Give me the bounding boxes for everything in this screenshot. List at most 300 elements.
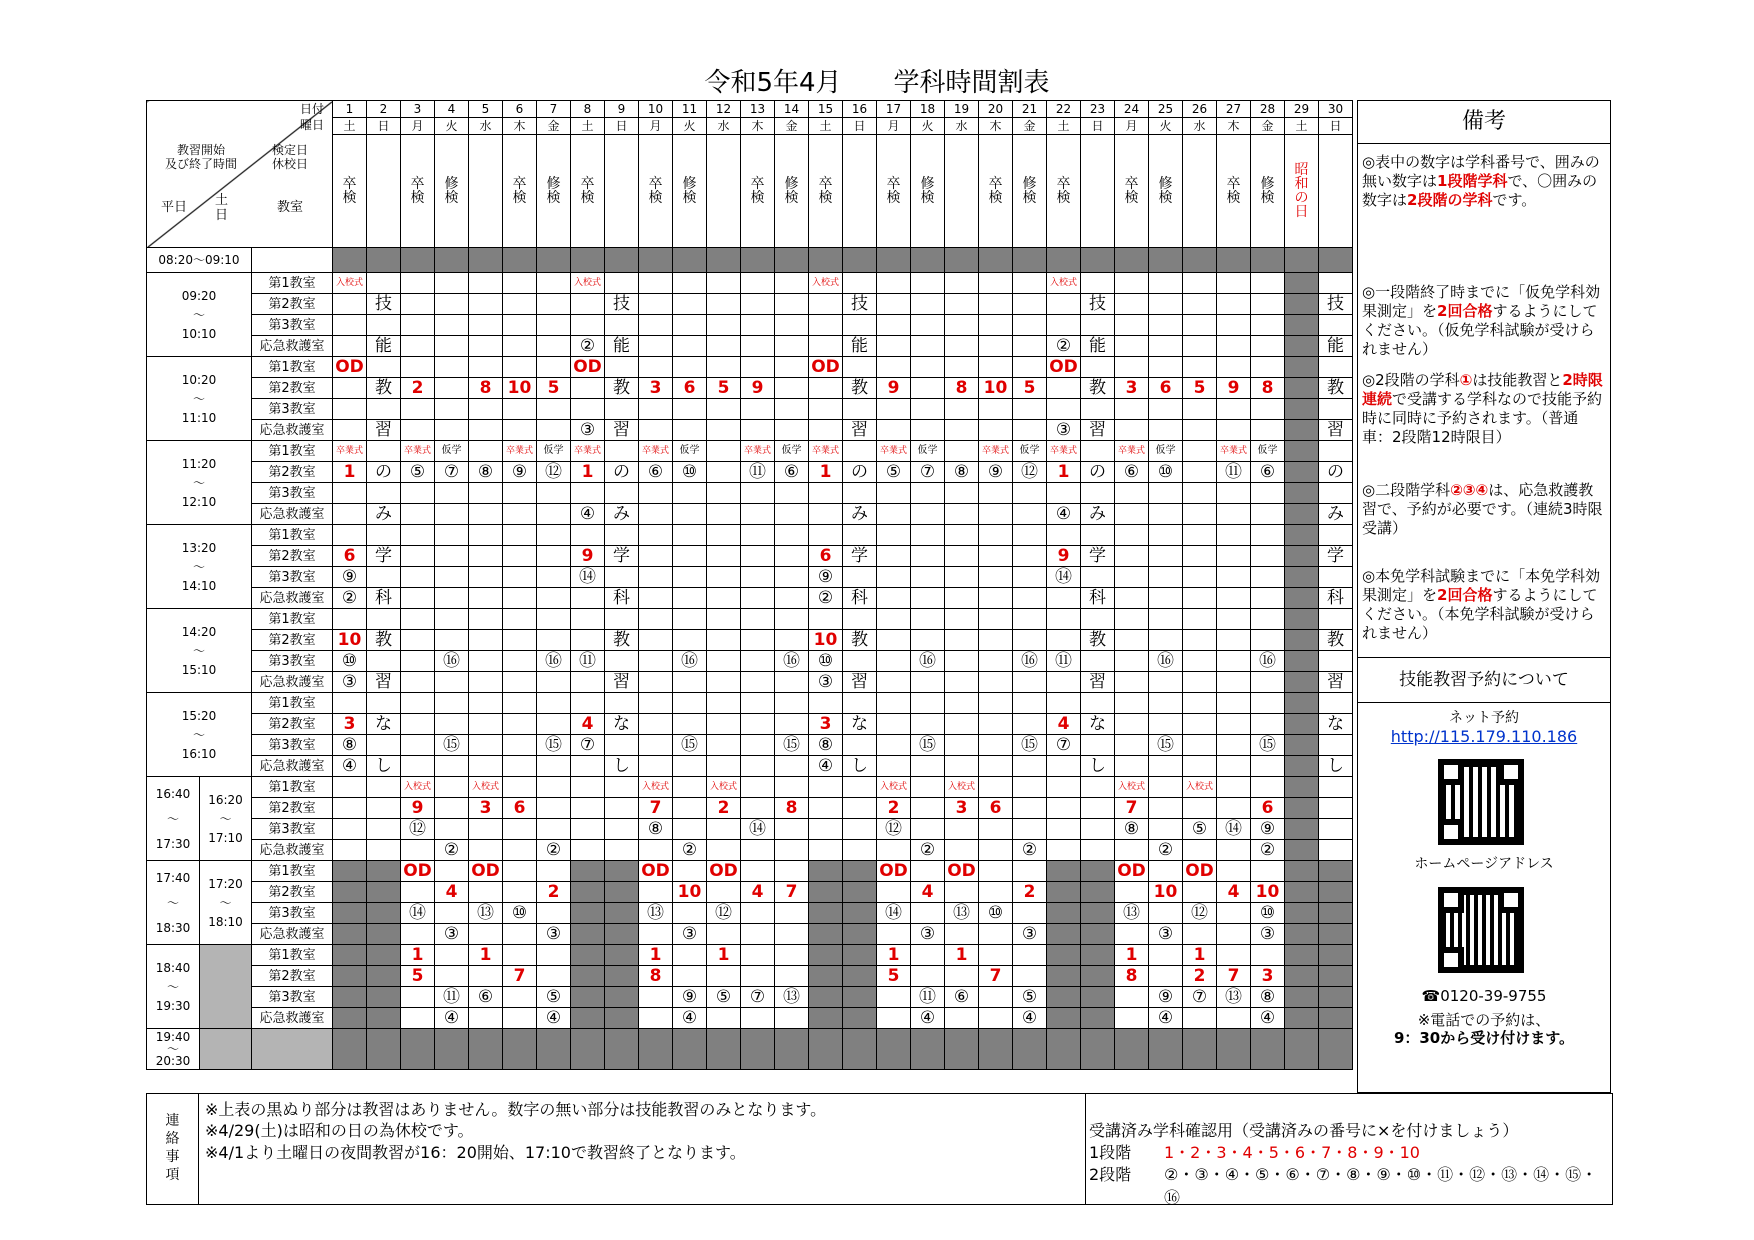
day-header: 6	[503, 101, 537, 118]
slot-cell	[979, 294, 1013, 315]
weekday-header: 月	[401, 118, 435, 135]
slot-cell	[605, 735, 639, 756]
slot-cell	[1047, 483, 1081, 504]
stage1-list: 1・2・3・4・5・6・7・8・9・10	[1164, 1143, 1420, 1162]
slot-cell	[333, 294, 367, 315]
slot-cell	[1047, 861, 1081, 882]
slot-cell	[333, 378, 367, 399]
slot-cell	[1217, 693, 1251, 714]
slot-cell	[401, 399, 435, 420]
slot-cell	[809, 399, 843, 420]
slot-cell	[877, 357, 911, 378]
slot-cell	[1217, 735, 1251, 756]
net-booking-label: ネット予約	[1449, 710, 1519, 726]
slot-cell: OD	[707, 861, 741, 882]
slot-cell: な	[1081, 714, 1115, 735]
slot-cell	[809, 861, 843, 882]
slot-cell: 4	[571, 714, 605, 735]
slot-cell	[503, 1008, 537, 1029]
slot-cell: 入校式	[809, 273, 843, 294]
slot-cell	[911, 483, 945, 504]
shaded-cell	[1251, 248, 1285, 273]
slot-cell	[1217, 273, 1251, 294]
slot-cell	[1285, 819, 1319, 840]
slot-cell	[1047, 840, 1081, 861]
room-label: 第1教室	[252, 693, 333, 714]
slot-cell	[673, 630, 707, 651]
exam-day-cell: 卒 検	[503, 135, 537, 248]
slot-cell: 習	[843, 420, 877, 441]
day-header: 16	[843, 101, 877, 118]
shaded-cell	[435, 248, 469, 273]
slot-cell	[435, 546, 469, 567]
slot-cell	[333, 840, 367, 861]
slot-cell	[673, 420, 707, 441]
slot-cell	[571, 378, 605, 399]
slot-cell	[707, 273, 741, 294]
slot-cell: 10	[809, 630, 843, 651]
slot-cell: 習	[1081, 672, 1115, 693]
slot-cell	[537, 945, 571, 966]
slot-cell: ④	[1251, 1008, 1285, 1029]
slot-cell	[1217, 483, 1251, 504]
day-header: 1	[333, 101, 367, 118]
exam-day-cell: 修 検	[911, 135, 945, 248]
slot-cell	[1251, 294, 1285, 315]
slot-cell	[979, 840, 1013, 861]
remarks-panel	[1357, 100, 1611, 1093]
slot-cell	[1285, 567, 1319, 588]
slot-cell: 3	[469, 798, 503, 819]
slot-cell	[809, 840, 843, 861]
slot-cell	[911, 945, 945, 966]
slot-cell	[945, 630, 979, 651]
slot-cell	[639, 693, 673, 714]
slot-cell: 入校式	[945, 777, 979, 798]
slot-cell	[1081, 1008, 1115, 1029]
day-header: 4	[435, 101, 469, 118]
slot-cell	[1319, 903, 1353, 924]
slot-cell	[401, 294, 435, 315]
slot-cell	[1285, 294, 1319, 315]
slot-cell: ⑮	[775, 735, 809, 756]
weekday-header-label: 曜日	[299, 118, 324, 132]
exam-day-cell	[945, 135, 979, 248]
slot-cell	[401, 1008, 435, 1029]
exam-day-cell: 卒 検	[333, 135, 367, 248]
slot-cell	[367, 777, 401, 798]
shaded-cell	[945, 1029, 979, 1070]
end-time: 14:10	[181, 578, 217, 593]
slot-cell	[707, 840, 741, 861]
slot-cell: ③	[1149, 924, 1183, 945]
day-header: 10	[639, 101, 673, 118]
slot-cell	[1251, 273, 1285, 294]
slot-cell: 卒業式	[1115, 441, 1149, 462]
slot-cell	[435, 357, 469, 378]
slot-cell	[741, 672, 775, 693]
remark-1: ◎表中の数字は学科番号で、囲みの無い数字は1段階学科で、〇囲みの数字は2段階の学科です。	[1362, 153, 1600, 209]
slot-cell	[1081, 525, 1115, 546]
slot-cell	[707, 630, 741, 651]
shaded-cell	[775, 1029, 809, 1070]
slot-cell	[469, 483, 503, 504]
slot-cell: OD	[1047, 357, 1081, 378]
slot-cell	[741, 315, 775, 336]
slot-cell	[571, 861, 605, 882]
slot-cell	[1013, 819, 1047, 840]
day-header: 29	[1285, 101, 1319, 118]
slot-cell	[673, 861, 707, 882]
slot-cell: ⑮	[1013, 735, 1047, 756]
slot-cell	[843, 819, 877, 840]
slot-cell: ⑬	[1115, 903, 1149, 924]
shaded-cell	[775, 248, 809, 273]
completed-lessons-checklist	[1085, 1094, 1613, 1207]
slot-cell: 7	[1115, 798, 1149, 819]
slot-cell	[911, 588, 945, 609]
shaded-cell	[1047, 248, 1081, 273]
slot-cell	[673, 588, 707, 609]
slot-cell: 8	[1251, 378, 1285, 399]
slot-cell	[1285, 504, 1319, 525]
slot-cell	[1285, 798, 1319, 819]
slot-cell	[1251, 777, 1285, 798]
slot-cell	[1013, 315, 1047, 336]
slot-cell	[1183, 1008, 1217, 1029]
slot-cell	[877, 315, 911, 336]
slot-cell	[1149, 903, 1183, 924]
slot-cell	[911, 294, 945, 315]
slot-cell	[503, 588, 537, 609]
room-label: 第2教室	[252, 714, 333, 735]
slot-cell	[775, 924, 809, 945]
slot-cell: ②	[571, 336, 605, 357]
slot-cell	[1183, 567, 1217, 588]
slot-cell: 仮学	[1013, 441, 1047, 462]
slot-cell	[503, 735, 537, 756]
slot-cell	[1285, 273, 1319, 294]
slot-cell	[775, 840, 809, 861]
day-header: 19	[945, 101, 979, 118]
slot-cell: ⑦	[741, 987, 775, 1008]
slot-cell: み	[367, 504, 401, 525]
slot-cell: 9	[1217, 378, 1251, 399]
slot-cell	[639, 651, 673, 672]
slot-cell: 教	[1081, 378, 1115, 399]
slot-cell	[1081, 987, 1115, 1008]
slot-cell	[1149, 819, 1183, 840]
room-label: 第3教室	[252, 567, 333, 588]
slot-cell	[877, 693, 911, 714]
slot-cell	[605, 798, 639, 819]
slot-cell: ⑤	[1013, 987, 1047, 1008]
stage2-list: ②・③・④・⑤・⑥・⑦・⑧・⑨・⑩・⑪・⑫・⑬・⑭・⑮・⑯	[1164, 1165, 1598, 1207]
slot-cell	[877, 483, 911, 504]
shaded-cell	[843, 1029, 877, 1070]
slot-cell	[537, 609, 571, 630]
slot-cell: ⑦	[435, 462, 469, 483]
qr-code-booking-icon	[1438, 759, 1524, 845]
slot-cell	[809, 336, 843, 357]
remark-4: ◎二段階学科②③④は、応急救護教習で、予約が必要です。（連続3時限受講）	[1362, 481, 1603, 537]
slot-cell: 卒業式	[503, 441, 537, 462]
slot-cell	[945, 525, 979, 546]
slot-cell	[945, 735, 979, 756]
weekday-header: 土	[333, 118, 367, 135]
booking-url-link[interactable]: http://115.179.110.186	[1390, 727, 1578, 746]
exam-day-cell	[1319, 135, 1353, 248]
slot-cell	[843, 693, 877, 714]
slot-cell	[605, 693, 639, 714]
slot-cell	[707, 735, 741, 756]
slot-cell	[809, 525, 843, 546]
day-header: 15	[809, 101, 843, 118]
slot-cell	[503, 987, 537, 1008]
slot-cell	[435, 714, 469, 735]
slot-cell	[1115, 588, 1149, 609]
slot-cell	[1149, 609, 1183, 630]
start-time: 16:40	[155, 786, 191, 801]
slot-cell: 入校式	[639, 777, 673, 798]
slot-cell	[503, 630, 537, 651]
slot-cell	[741, 483, 775, 504]
slot-cell	[1319, 819, 1353, 840]
weekday-header: 日	[1081, 118, 1115, 135]
slot-cell	[1115, 399, 1149, 420]
slot-cell	[435, 399, 469, 420]
slot-cell: ⑬	[469, 903, 503, 924]
slot-cell	[1115, 546, 1149, 567]
slot-cell	[639, 924, 673, 945]
phone-number: ☎0120-39-9755	[1421, 987, 1547, 1005]
slot-cell	[673, 819, 707, 840]
slot-cell	[401, 273, 435, 294]
exam-day-cell: 卒 検	[639, 135, 673, 248]
slot-cell	[775, 420, 809, 441]
slot-cell: 6	[1251, 798, 1285, 819]
slot-cell	[707, 714, 741, 735]
slot-cell: 教	[367, 378, 401, 399]
slot-cell	[537, 399, 571, 420]
slot-cell	[1081, 441, 1115, 462]
slot-cell: 卒業式	[877, 441, 911, 462]
slot-cell	[503, 945, 537, 966]
slot-cell	[1115, 1008, 1149, 1029]
slot-cell	[1251, 399, 1285, 420]
room-label: 第2教室	[252, 378, 333, 399]
slot-cell	[639, 756, 673, 777]
weekday-header: 日	[605, 118, 639, 135]
slot-cell	[639, 672, 673, 693]
weekday-header: 火	[1149, 118, 1183, 135]
shaded-cell	[945, 248, 979, 273]
slot-cell: ④	[1047, 504, 1081, 525]
slot-cell	[435, 525, 469, 546]
slot-cell: 5	[1183, 378, 1217, 399]
slot-cell	[707, 609, 741, 630]
slot-cell	[639, 315, 673, 336]
slot-cell	[571, 630, 605, 651]
slot-cell	[1149, 567, 1183, 588]
slot-cell: 9	[401, 798, 435, 819]
slot-cell: 1	[333, 462, 367, 483]
slot-cell	[1149, 777, 1183, 798]
slot-cell: 技	[1081, 294, 1115, 315]
slot-cell	[367, 987, 401, 1008]
slot-cell	[1149, 420, 1183, 441]
slot-cell	[1081, 819, 1115, 840]
shaded-cell	[503, 248, 537, 273]
slot-cell	[1047, 924, 1081, 945]
slot-cell	[809, 798, 843, 819]
slot-cell: 10	[673, 882, 707, 903]
slot-cell: ⑥	[639, 462, 673, 483]
slot-cell	[435, 483, 469, 504]
slot-cell: 技	[843, 294, 877, 315]
slot-cell	[673, 336, 707, 357]
slot-cell	[1013, 966, 1047, 987]
slot-cell: ⑩	[673, 462, 707, 483]
slot-cell	[707, 546, 741, 567]
slot-cell	[979, 315, 1013, 336]
slot-cell	[741, 840, 775, 861]
slot-cell	[571, 966, 605, 987]
slot-cell	[1217, 336, 1251, 357]
shaded-cell	[741, 1029, 775, 1070]
date-header-label: 日付	[299, 102, 324, 116]
slot-cell: ⑮	[1251, 735, 1285, 756]
slot-cell	[1047, 294, 1081, 315]
shaded-cell	[503, 1029, 537, 1070]
slot-cell	[843, 273, 877, 294]
slot-cell	[1013, 483, 1047, 504]
slot-cell: ④	[1149, 1008, 1183, 1029]
slot-cell	[333, 609, 367, 630]
slot-cell	[1285, 336, 1319, 357]
slot-cell	[1251, 336, 1285, 357]
room-label: 第3教室	[252, 399, 333, 420]
slot-cell	[1115, 357, 1149, 378]
slot-cell	[537, 819, 571, 840]
slot-cell: 習	[1081, 420, 1115, 441]
slot-cell	[401, 336, 435, 357]
slot-cell	[707, 462, 741, 483]
slot-cell: ⑤	[707, 987, 741, 1008]
slot-cell	[537, 903, 571, 924]
room-label: 第2教室	[252, 966, 333, 987]
slot-cell: 5	[1013, 378, 1047, 399]
slot-cell	[741, 756, 775, 777]
slot-cell	[1149, 273, 1183, 294]
slot-cell: 教	[1319, 630, 1353, 651]
slot-cell	[1183, 315, 1217, 336]
slot-cell	[979, 273, 1013, 294]
slot-cell	[1149, 294, 1183, 315]
slot-cell	[605, 441, 639, 462]
booking-title: 技能教習予約について	[1358, 657, 1610, 703]
slot-cell: ⑪	[435, 987, 469, 1008]
weekday-header: 土	[809, 118, 843, 135]
slot-cell	[333, 882, 367, 903]
slot-cell: ⑩	[1149, 462, 1183, 483]
slot-cell	[1149, 861, 1183, 882]
slot-cell	[401, 609, 435, 630]
slot-cell	[1183, 756, 1217, 777]
slot-cell	[945, 756, 979, 777]
slot-cell	[1183, 672, 1217, 693]
slot-cell	[673, 357, 707, 378]
slot-cell: ⑨	[1251, 819, 1285, 840]
slot-cell	[979, 525, 1013, 546]
slot-cell	[333, 1008, 367, 1029]
slot-cell	[877, 273, 911, 294]
weekday-header: 土	[1047, 118, 1081, 135]
shaded-cell	[469, 248, 503, 273]
slot-cell	[741, 273, 775, 294]
slot-cell	[469, 273, 503, 294]
slot-cell	[741, 735, 775, 756]
slot-cell: 教	[367, 630, 401, 651]
slot-cell	[1081, 735, 1115, 756]
slot-cell	[979, 735, 1013, 756]
slot-cell	[537, 630, 571, 651]
slot-cell	[1285, 861, 1319, 882]
slot-cell	[1115, 987, 1149, 1008]
slot-cell	[1081, 861, 1115, 882]
slot-cell	[537, 336, 571, 357]
slot-cell	[571, 672, 605, 693]
slot-cell	[911, 378, 945, 399]
slot-cell	[1319, 651, 1353, 672]
slot-cell	[945, 819, 979, 840]
slot-cell	[1149, 357, 1183, 378]
slot-cell: ⑭	[1047, 567, 1081, 588]
day-header: 3	[401, 101, 435, 118]
slot-cell: 習	[1319, 672, 1353, 693]
slot-cell: 教	[843, 378, 877, 399]
slot-cell	[843, 441, 877, 462]
exam-header-label: 検定日 休校日	[271, 143, 308, 171]
slot-cell	[605, 903, 639, 924]
slot-cell	[707, 504, 741, 525]
slot-cell	[1217, 840, 1251, 861]
slot-cell	[741, 966, 775, 987]
slot-cell	[469, 735, 503, 756]
slot-cell: ⑦	[1047, 735, 1081, 756]
slot-cell	[945, 483, 979, 504]
slot-cell	[775, 714, 809, 735]
slot-cell	[571, 945, 605, 966]
slot-cell	[1081, 882, 1115, 903]
slot-cell	[1013, 357, 1047, 378]
slot-cell	[1251, 483, 1285, 504]
slot-cell	[673, 798, 707, 819]
slot-cell	[1285, 840, 1319, 861]
slot-cell: ④	[673, 1008, 707, 1029]
slot-cell	[843, 315, 877, 336]
weekday-header: 日	[843, 118, 877, 135]
slot-cell	[401, 693, 435, 714]
slot-cell	[1319, 735, 1353, 756]
note-2: ※4/29(土)は昭和の日の為休校です。	[205, 1121, 474, 1140]
slot-cell: ⑨	[809, 567, 843, 588]
exam-day-cell: 修 検	[673, 135, 707, 248]
slot-cell: 2	[1013, 882, 1047, 903]
slot-cell	[401, 546, 435, 567]
slot-cell	[741, 546, 775, 567]
time-tilde: 〜	[192, 307, 205, 322]
